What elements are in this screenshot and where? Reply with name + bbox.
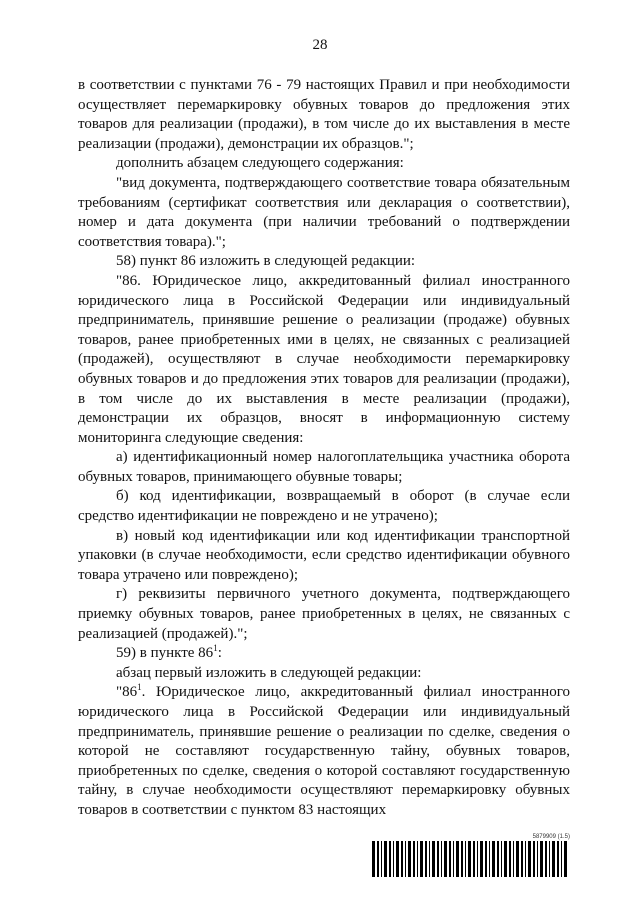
paragraph-text: 59) в пункте 86 [116,645,214,662]
paragraph [78,644,570,664]
list-item-b: б) код идентификации, возвращаемый в оборот (в случае если средство идентификации не повреждено и не утрачено); [78,488,570,525]
paragraph-text: . Юридическое лицо, аккредитованный филиал иностранного юридического лица в Российской Федерации или индивидуальный предприниматель, принявшие решение о реализации по сделке, сведения о которой не составляют государственную тайну, обувных товаров, приобретенных по сделке, сведения о которой составляют государственную тайну, в случае необходимости осуществляют перемаркировку обувных товаров в соответствии с пунктом 83 настоящих [78,684,570,818]
paragraph: "вид документа, подтверждающего соответствие товара обязательным требованиям (сертификат соответствия или декларация о соответствии), номер и дата документа (при наличии требований о подтверждении соответствия товара)."; [78,174,570,250]
paragraph: "86. Юридическое лицо, аккредитованный филиал иностранного юридического лица в Российской Федерации или индивидуальный предприниматель, принявшие решение о реализации (продаже) обувных товаров, ранее приобретенных ими в целях, не связанных с реализацией (продажей), осуществляют в случае необходимости перемаркировку обувных товаров и до предложения этих товаров для реализации (продажи), в том числе до их выставления в месте реализации (продажи), демонстрации их образцов, вносят в информационную систему мониторинга следующие сведения: [78,272,570,446]
barcode-icon [372,841,570,877]
list-item-c: в) новый код идентификации или код идентификации транспортной упаковки (в случае необходимости, если средство идентификации обувного товара утрачено или повреждено); [78,527,570,583]
paragraph: дополнить абзацем следующего содержания: [116,155,404,172]
document-code: 5879909 (1.5) [532,834,570,840]
paragraph [78,683,570,820]
page-number: 28 [312,37,328,53]
paragraph: абзац первый изложить в следующей редакции: [116,664,422,681]
paragraph: 58) пункт 86 изложить в следующей редакции: [116,253,416,270]
superscript: 1 [213,643,218,654]
paragraph-text: "86 [116,684,138,701]
paragraph: в соответствии с пунктами 76 - 79 настоящих Правил и при необходимости осуществляет перемаркировку обувных товаров до предложения этих товаров для реализации (продажи), в том числе до их выставления в месте реализации (продажи), демонстрации их образцов."; [78,77,570,152]
paragraph-text: : [217,645,222,662]
document-body [78,76,570,821]
list-item-a: а) идентификационный номер налогоплательщика участника оборота обувных товаров, принимающего обувные товары; [78,449,570,485]
list-item-d: г) реквизиты первичного учетного документа, подтверждающего приемку обувных товаров, ранее приобретенных в целях, не связанных с реализацией (продажей)."; [78,586,570,642]
superscript: 1 [137,682,142,693]
